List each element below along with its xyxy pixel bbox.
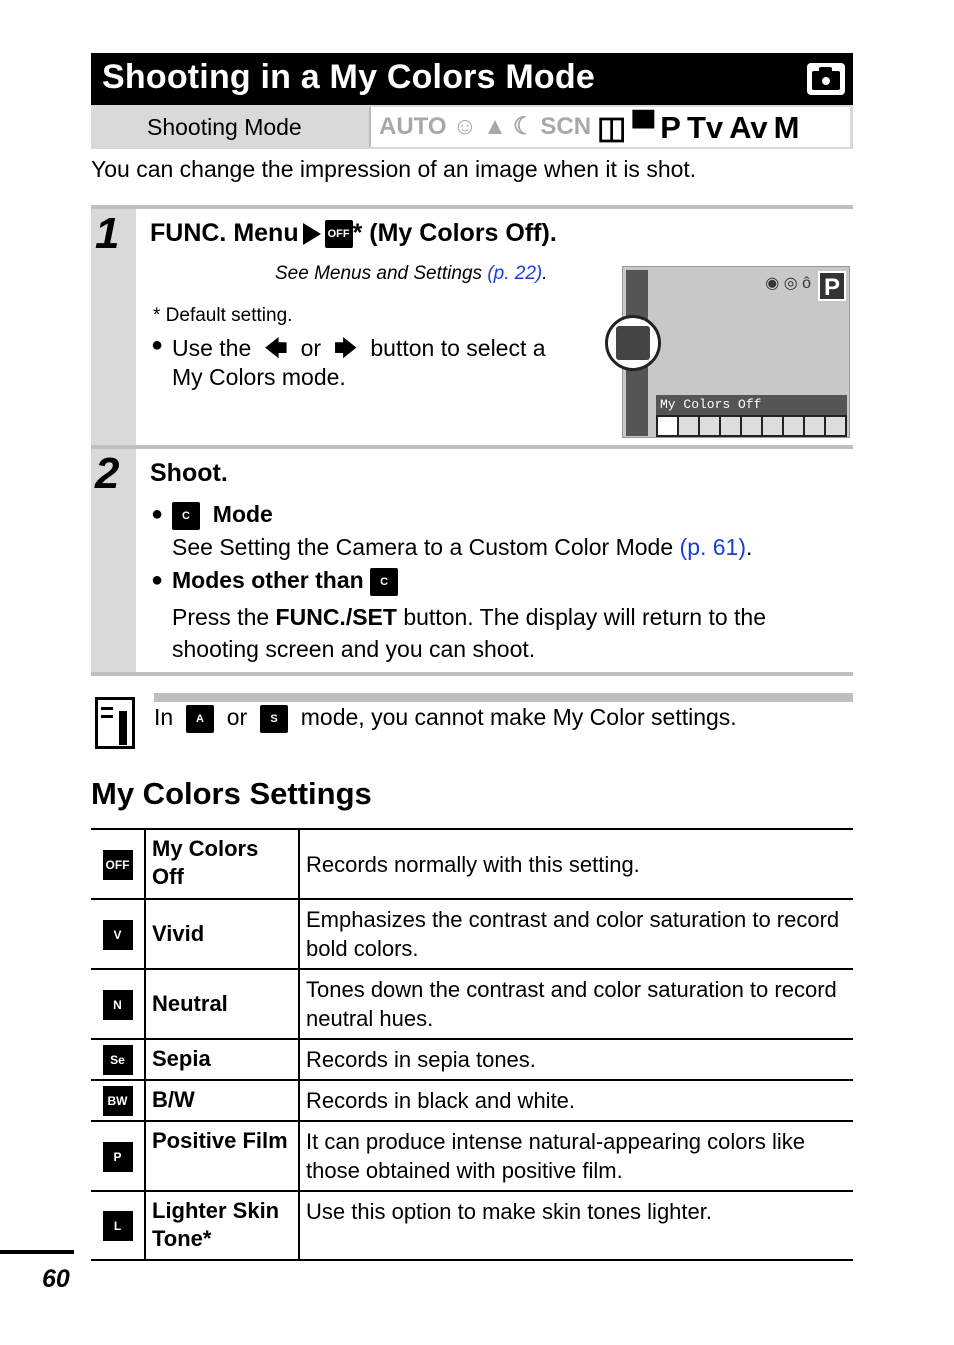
positive-film-icon: P: [103, 1142, 133, 1172]
step-2: [91, 445, 853, 676]
step-heading: Shoot.: [150, 459, 228, 487]
my-colors-table: [91, 828, 853, 1261]
other-modes-text-line2: shooting screen and you can shoot.: [172, 636, 536, 662]
program-mode-indicator: P: [818, 271, 846, 301]
lcd-screenshot: [622, 266, 850, 438]
bullet-select-line2: My Colors mode.: [172, 364, 346, 390]
other-modes-text: Press the FUNC./SET button. The display will return to the: [172, 604, 766, 630]
my-colors-off-icon: OFF: [325, 220, 353, 248]
step-heading: FUNC. Menu OFF * (My Colors Off).: [150, 219, 557, 247]
bullet-custom-color: ● C Mode: [172, 501, 273, 530]
shooting-mode-row: [91, 105, 853, 149]
mode-icons: [369, 107, 850, 147]
page-link[interactable]: (p. 22): [487, 263, 543, 284]
step-1: [91, 205, 853, 447]
my-colors-strip: [656, 415, 847, 437]
status-icons: ◉ ◎ ô: [765, 275, 811, 292]
vivid-icon: V: [103, 920, 133, 950]
stitch-assist-a-icon: A: [186, 705, 214, 733]
custom-color-icon: C: [172, 502, 200, 530]
portrait-mode-icon: ☺: [452, 113, 478, 140]
scene-mode-icon: SCN: [540, 113, 592, 140]
av-mode-icon: Av: [729, 109, 768, 145]
auto-mode-icon: AUTO: [379, 113, 447, 140]
step-number: 2: [95, 449, 120, 498]
footnote: * Default setting.: [153, 305, 293, 326]
camera-icon: [807, 63, 845, 95]
page-number: 60: [42, 1265, 70, 1293]
memo-icon: [95, 697, 137, 751]
table-row: Se Sepia Records in sepia tones.: [91, 1039, 853, 1080]
table-row: OFF My Colors Off Records normally with this setting.: [91, 829, 853, 899]
night-mode-icon: ☾: [512, 113, 535, 140]
selected-ring: [605, 315, 661, 371]
bw-icon: BW: [103, 1086, 133, 1116]
program-mode-icon: P: [660, 109, 681, 145]
stitch-mode-icon: ◫: [597, 109, 627, 145]
bullet-select: ● Use the 🡄 or 🡆 button to select a: [172, 332, 546, 371]
page-title: Shooting in a My Colors Mode: [102, 58, 595, 96]
page-number-rule: [0, 1250, 74, 1254]
intro-text: You can change the impression of an image when it is shot.: [91, 156, 697, 182]
lighter-skin-icon: L: [103, 1211, 133, 1241]
left-arrow-icon: 🡄: [257, 335, 295, 361]
title-bar: [91, 53, 853, 105]
custom-color-icon: C: [370, 568, 398, 596]
table-row: P Positive Film It can produce intense natural-appearing colors like those obtained with positive film.: [91, 1121, 853, 1191]
lcd-caption: My Colors Off: [656, 395, 847, 415]
sepia-icon: Se: [103, 1045, 133, 1075]
table-row: N Neutral Tones down the contrast and color saturation to record neutral hues.: [91, 969, 853, 1039]
bullet-other-modes: ● Modes other than C: [172, 567, 398, 596]
step-number: 1: [95, 209, 120, 258]
manual-mode-icon: M: [773, 109, 800, 145]
note-text: In A or S mode, you cannot make My Color settings.: [154, 704, 737, 733]
table-row: V Vivid Emphasizes the contrast and color saturation to record bold colors.: [91, 899, 853, 969]
neutral-icon: N: [103, 990, 133, 1020]
landscape-mode-icon: ▲: [483, 113, 507, 140]
see-reference: See Menus and Settings (p. 22).: [275, 263, 548, 284]
page-link[interactable]: (p. 61): [679, 534, 747, 560]
stitch-assist-s-icon: S: [260, 705, 288, 733]
right-arrow-icon: 🡆: [327, 335, 364, 361]
table-row: BW B/W Records in black and white.: [91, 1080, 853, 1121]
movie-mode-icon: ▀: [632, 109, 655, 145]
custom-color-ref: See Setting the Camera to a Custom Color Mode (p. 61).: [172, 534, 753, 560]
arrow-right-icon: [303, 223, 321, 245]
table-row: L Lighter Skin Tone* Use this option to make skin tones lighter.: [91, 1191, 853, 1260]
shooting-mode-label: Shooting Mode: [147, 114, 302, 140]
section-title: My Colors Settings: [91, 776, 372, 811]
note-rule: [154, 693, 853, 702]
tv-mode-icon: Tv: [686, 109, 724, 145]
my-colors-off-icon: OFF: [103, 850, 133, 880]
